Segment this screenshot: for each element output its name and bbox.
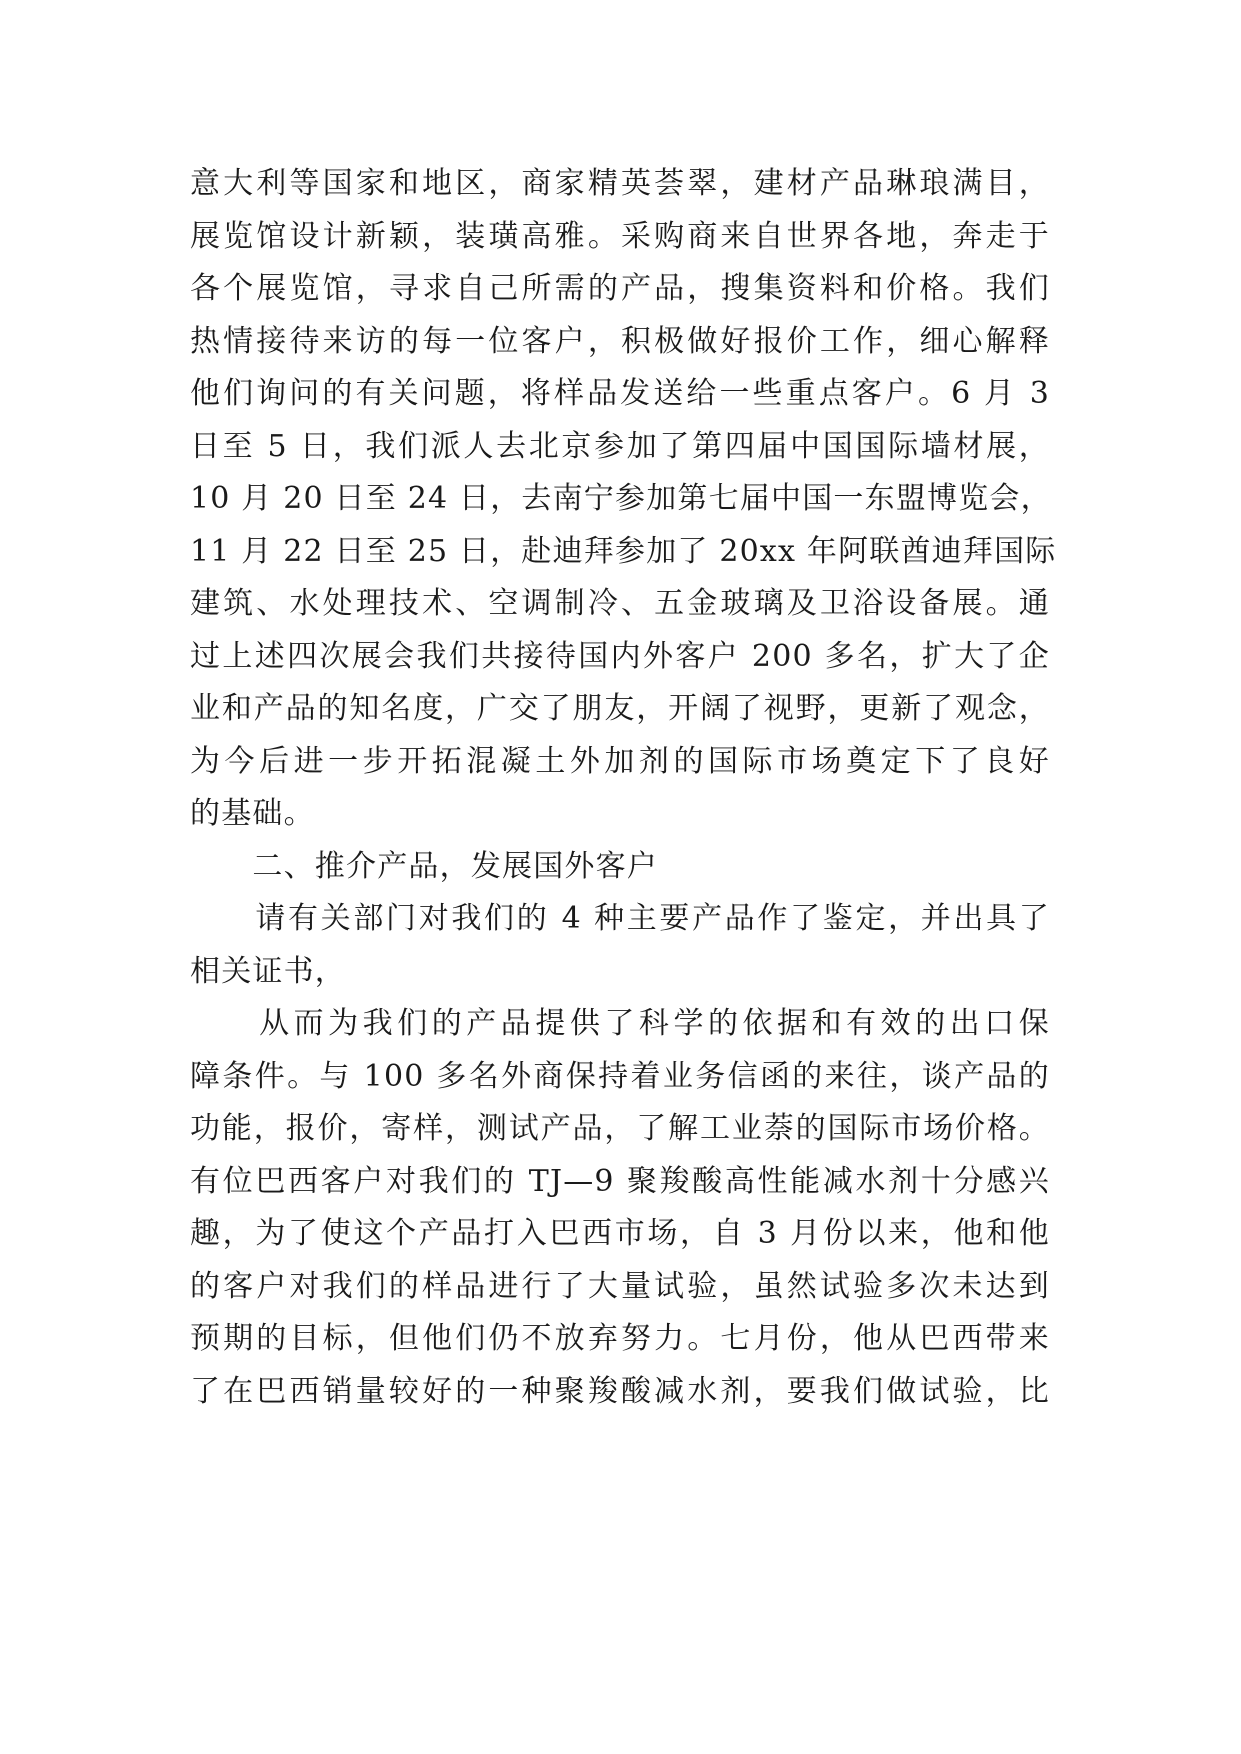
text-line: 功能，报价，寄样，测试产品，了解工业萘的国际市场价格。 — [190, 1111, 1050, 1146]
text-line: 有位巴西客户对我们的 TJ—9 聚羧酸高性能减水剂十分感兴 — [190, 1163, 1050, 1199]
text-line: 的客户对我们的样品进行了大量试验，虽然试验多次未达到 — [190, 1268, 1050, 1304]
text-line: 各个展览馆，寻求自己所需的产品，搜集资料和价格。我们 — [190, 271, 1050, 306]
section-heading: 二、推介产品，发展国外客户 — [190, 848, 658, 884]
text-line: 意大利等国家和地区，商家精英荟翠，建材产品琳琅满目， — [190, 166, 1050, 201]
text-line: 为今后进一步开拓混凝土外加剂的国际市场奠定下了良好 — [190, 743, 1050, 779]
text-line: 业和产品的知名度，广交了朋友，开阔了视野，更新了观念， — [190, 691, 1050, 726]
text-line: 日至 5 日，我们派人去北京参加了第四届中国国际墙材展， — [190, 428, 1050, 464]
text-line: 了在巴西销量较好的一种聚羧酸减水剂，要我们做试验，比 — [190, 1373, 1050, 1409]
text-line: 过上述四次展会我们共接待国内外客户 200 多名，扩大了企 — [190, 638, 1050, 674]
text-line: 11 月 22 日至 25 日，赴迪拜参加了 20xx 年阿联酋迪拜国际 — [190, 533, 1057, 569]
text-line: 的基础。 — [190, 796, 315, 831]
body-text — [190, 158, 1057, 1418]
text-line: 预期的目标，但他们仍不放弃努力。七月份，他从巴西带来 — [190, 1321, 1050, 1356]
text-line: 热情接待来访的每一位客户，积极做好报价工作，细心解释 — [190, 323, 1050, 359]
text-line: 从而为我们的产品提供了科学的依据和有效的出口保 — [190, 1006, 1050, 1041]
text-line: 他们询问的有关问题，将样品发送给一些重点客户。6 月 3 — [190, 376, 1050, 411]
text-line: 展览馆设计新颖，装璜高雅。采购商来自世界各地，奔走于 — [190, 218, 1050, 254]
text-line: 10 月 20 日至 24 日，去南宁参加第七届中国一东盟博览会， — [190, 481, 1052, 516]
text-line: 趣，为了使这个产品打入巴西市场，自 3 月份以来，他和他 — [190, 1216, 1050, 1251]
text-line: 请有关部门对我们的 4 种主要产品作了鉴定，并出具了 — [190, 901, 1050, 936]
text-line: 障条件。与 100 多名外商保持着业务信函的来往，谈产品的 — [190, 1058, 1050, 1094]
text-line: 相关证书， — [190, 953, 346, 989]
text-line: 建筑、水处理技术、空调制冷、五金玻璃及卫浴设备展。通 — [190, 586, 1050, 621]
